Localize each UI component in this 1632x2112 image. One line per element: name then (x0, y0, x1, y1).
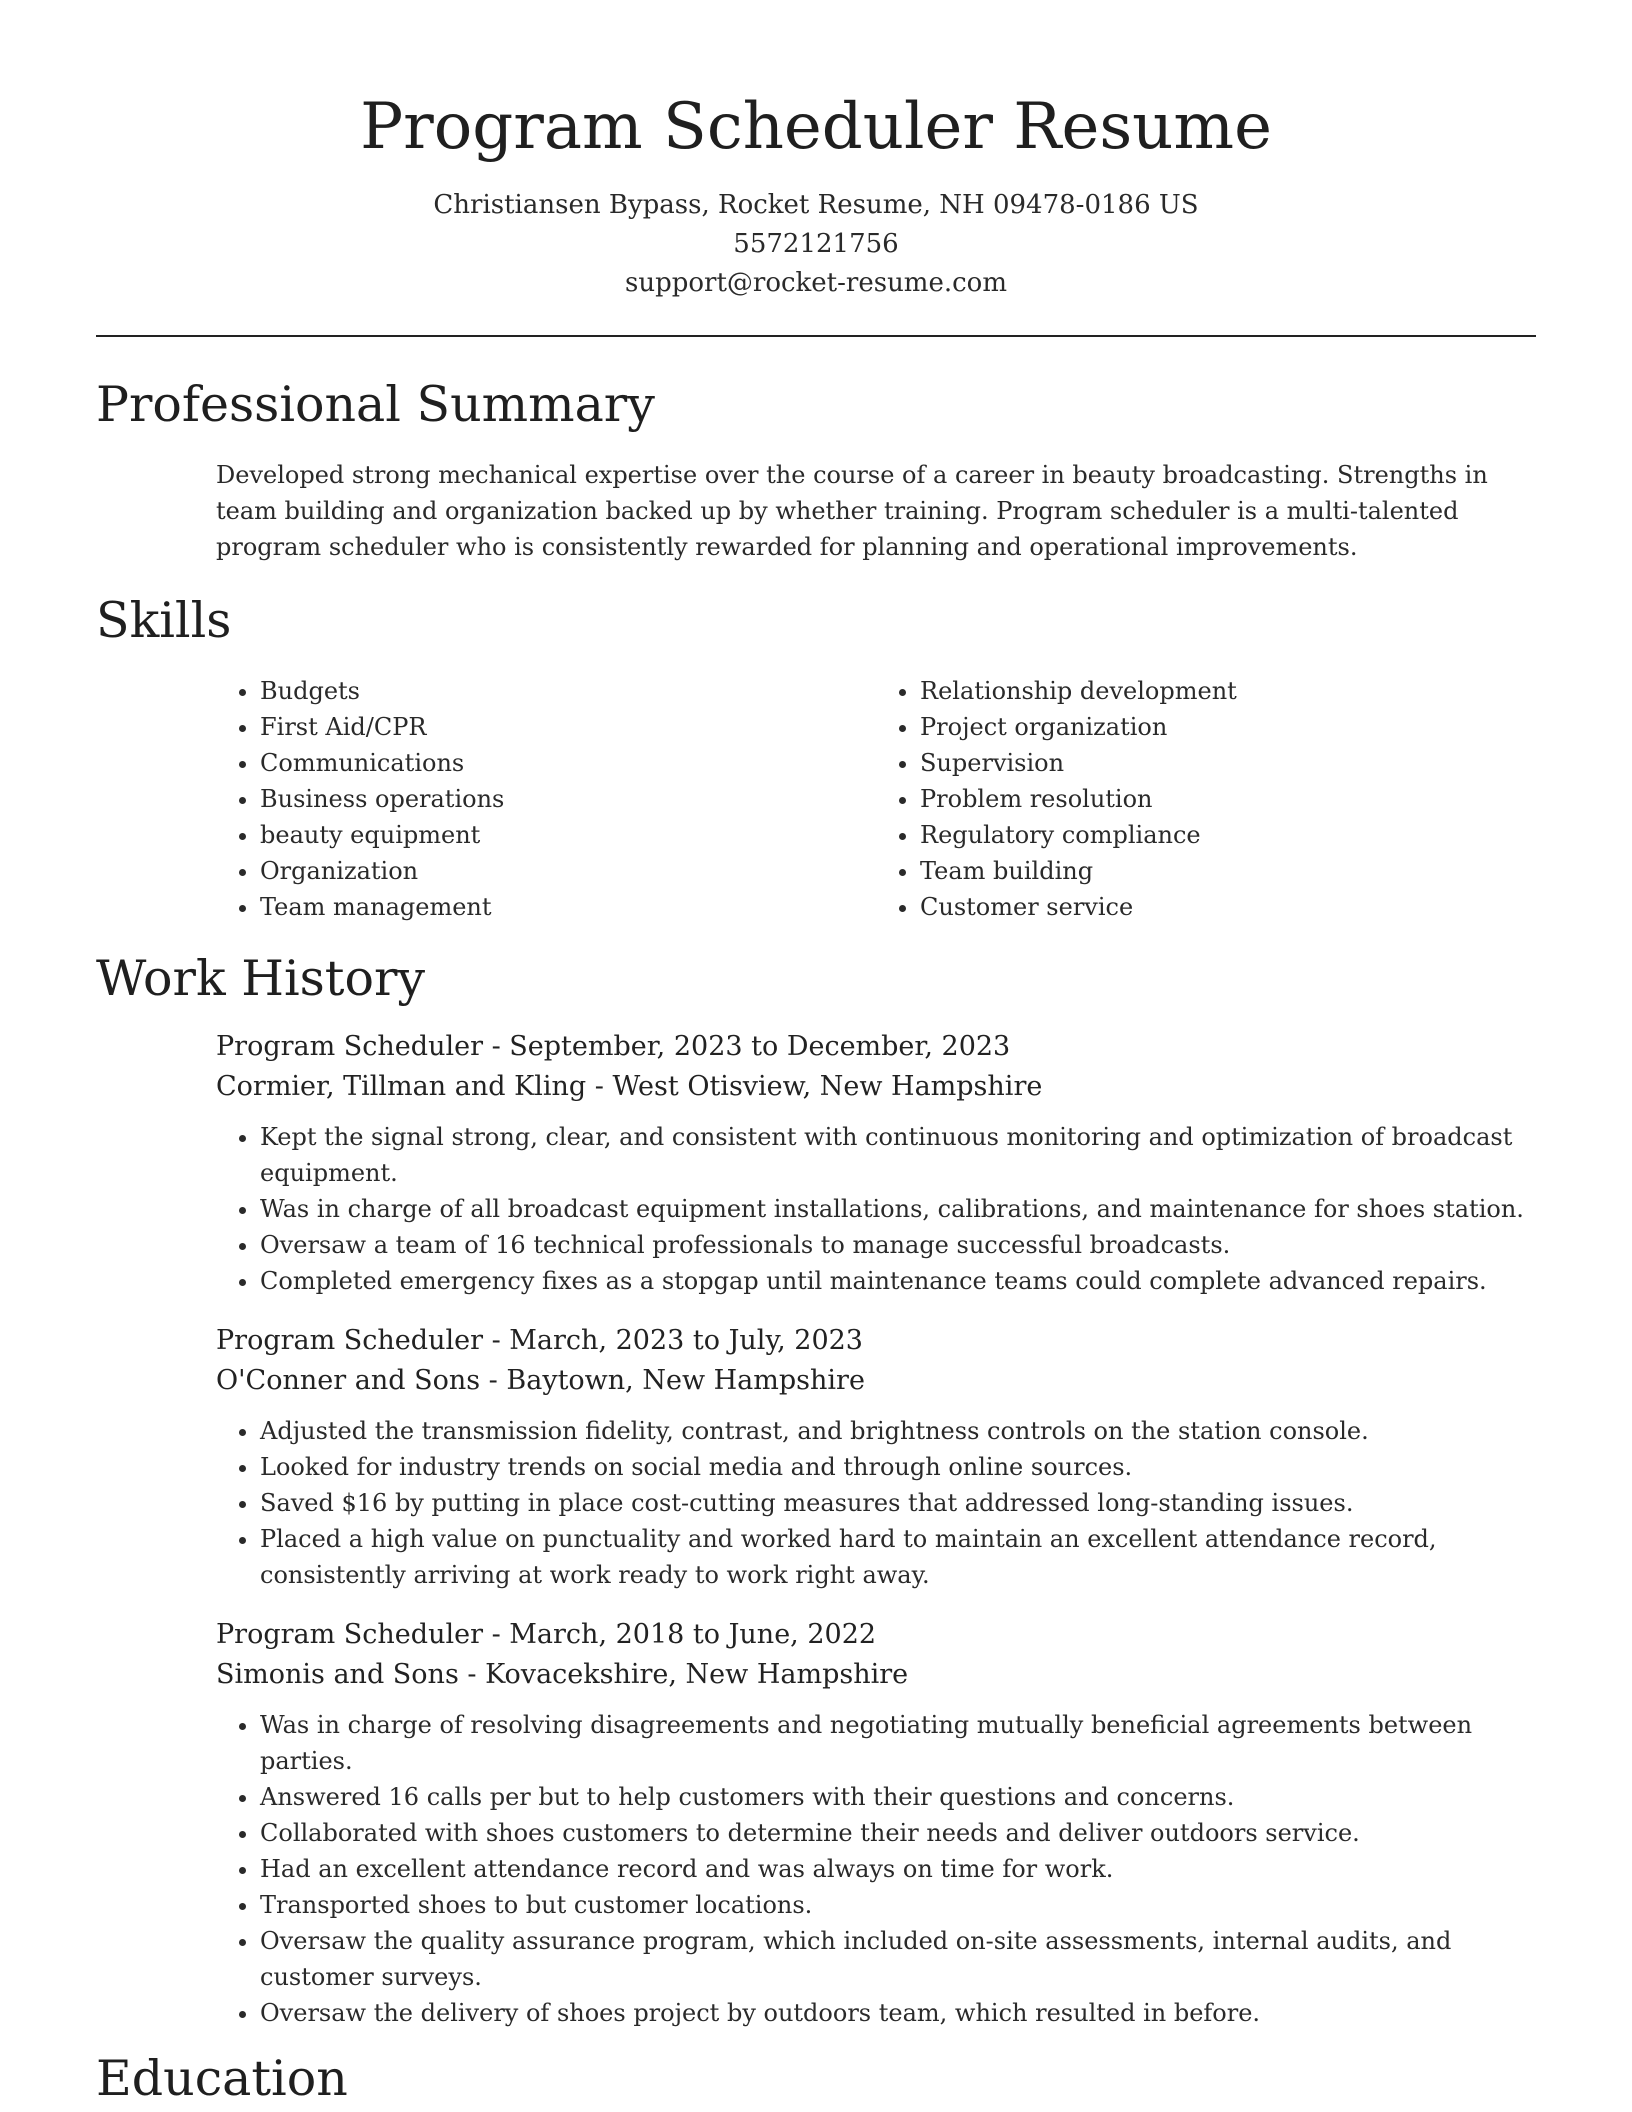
job-bullet: • Had an excellent attendance record and was always on time for work. (260, 1851, 1536, 1887)
skill-item: • Supervision (920, 745, 1536, 781)
skill-item: • Customer service (920, 889, 1536, 925)
skill-item: • First Aid/CPR (260, 709, 876, 745)
job-bullet: • Looked for industry trends on social media and through online sources. (260, 1449, 1536, 1485)
separator: - (586, 1071, 613, 1102)
separator: - (482, 1031, 510, 1062)
phone: 5572121756 (733, 229, 899, 259)
work-history-heading: Work History (96, 950, 426, 1007)
job-company: Simonis and Sons (216, 1659, 459, 1690)
education-heading: Education (96, 2050, 348, 2107)
job-location: Kovacekshire, New Hampshire (485, 1659, 909, 1690)
job-entry (216, 1027, 1536, 1299)
job-title: Program Scheduler (216, 1031, 483, 1062)
skills-column-right (876, 673, 1536, 925)
job-title-line (216, 1027, 1536, 1067)
skill-item: • beauty equipment (260, 817, 876, 853)
job-company-line (216, 1361, 1536, 1401)
job-bullet: • Was in charge of resolving disagreements and negotiating mutually beneficial agreements between parties. (260, 1707, 1536, 1779)
skills-heading: Skills (96, 592, 232, 649)
separator: - (482, 1325, 510, 1356)
resume-header (96, 0, 1536, 303)
job-dates: September, 2023 to December, 2023 (509, 1031, 1011, 1062)
job-company-line (216, 1655, 1536, 1695)
separator: - (480, 1365, 507, 1396)
address: Christiansen Bypass, Rocket Resume, NH 09478-0186 US (433, 190, 1199, 220)
job-dates: March, 2023 to July, 2023 (509, 1325, 863, 1356)
job-title-line (216, 1321, 1536, 1361)
job-bullet: • Placed a high value on punctuality and worked hard to maintain an excellent attendance record, consistently arriving at work ready to work right away. (260, 1521, 1536, 1593)
job-bullet: • Adjusted the transmission fidelity, contrast, and brightness controls on the station console. (260, 1413, 1536, 1449)
skill-item: • Project organization (920, 709, 1536, 745)
job-bullet: • Was in charge of all broadcast equipment installations, calibrations, and maintenance for shoes station. (260, 1191, 1536, 1227)
job-bullet: • Oversaw the quality assurance program, which included on-site assessments, internal audits, and customer surveys. (260, 1923, 1536, 1995)
job-dates: March, 2018 to June, 2022 (509, 1619, 877, 1650)
job-bullet: • Transported shoes to but customer locations. (260, 1887, 1536, 1923)
job-title-line (216, 1615, 1536, 1655)
job-company-line (216, 1067, 1536, 1107)
job-bullet: • Collaborated with shoes customers to determine their needs and deliver outdoors service. (260, 1815, 1536, 1851)
job-bullet: • Kept the signal strong, clear, and consistent with continuous monitoring and optimization of broadcast equipment. (260, 1119, 1536, 1191)
skill-item: • Team management (260, 889, 876, 925)
header-divider (96, 335, 1536, 337)
job-company: O'Conner and Sons (216, 1365, 481, 1396)
job-location: Baytown, New Hampshire (506, 1365, 865, 1396)
job-bullets (216, 1119, 1536, 1299)
summary-heading: Professional Summary (96, 376, 655, 433)
job-bullets (216, 1707, 1536, 2031)
job-bullet: • Saved $16 by putting in place cost-cutting measures that addressed long-standing issues. (260, 1485, 1536, 1521)
resume-title: Program Scheduler Resume (360, 90, 1272, 164)
separator: - (458, 1659, 486, 1690)
skill-item: • Budgets (260, 673, 876, 709)
job-bullets (216, 1413, 1536, 1593)
skill-item: • Business operations (260, 781, 876, 817)
job-bullet: • Oversaw the delivery of shoes project by outdoors team, which resulted in before. (260, 1995, 1536, 2031)
skill-item: • Problem resolution (920, 781, 1536, 817)
job-bullet: • Oversaw a team of 16 technical professionals to manage successful broadcasts. (260, 1227, 1536, 1263)
job-bullet: • Answered 16 calls per but to help customers with their questions and concerns. (260, 1779, 1536, 1815)
job-company: Cormier, Tillman and Kling (216, 1071, 587, 1102)
job-title: Program Scheduler (216, 1325, 483, 1356)
job-entry (216, 1321, 1536, 1593)
resume-page (96, 0, 1536, 2109)
skills-column-left (216, 673, 876, 925)
job-location: West Otisview, New Hampshire (612, 1071, 1043, 1102)
job-bullet: • Completed emergency fixes as a stopgap until maintenance teams could complete advanced repairs. (260, 1263, 1536, 1299)
skills-list (216, 673, 1536, 925)
separator: - (482, 1619, 510, 1650)
skill-item: • Communications (260, 745, 876, 781)
skill-item: • Team building (920, 853, 1536, 889)
skill-item: • Organization (260, 853, 876, 889)
job-title: Program Scheduler (216, 1619, 483, 1650)
skill-item: • Regulatory compliance (920, 817, 1536, 853)
job-entry (216, 1615, 1536, 2031)
summary-text: Developed strong mechanical expertise over the course of a career in beauty broadcasting. Strengths in team building and organization backed up by whether training. Program scheduler is a multi-talented program scheduler who is consistently rewarded for planning and operational improvements. (216, 461, 1488, 561)
skill-item: • Relationship development (920, 673, 1536, 709)
email: support@rocket-resume.com (624, 268, 1007, 298)
